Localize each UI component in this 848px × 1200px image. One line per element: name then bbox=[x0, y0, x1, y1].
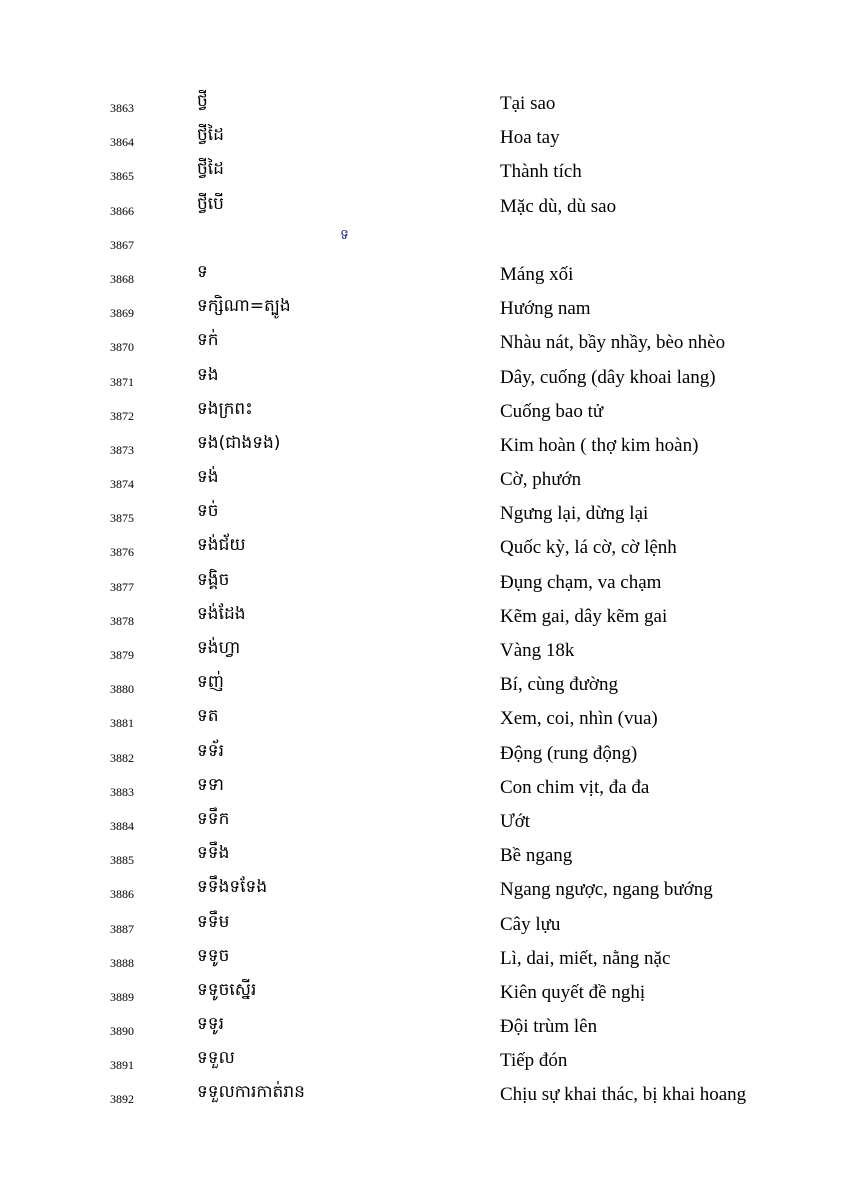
entry-number: 3873 bbox=[110, 442, 134, 457]
khmer-term: ទត bbox=[197, 706, 219, 727]
vietnamese-translation: Mặc dù, dù sao bbox=[500, 195, 617, 217]
entry-number: 3887 bbox=[110, 921, 134, 936]
entry-number: 3876 bbox=[110, 545, 134, 560]
dictionary-entry bbox=[0, 840, 848, 874]
entry-number: 3874 bbox=[110, 477, 134, 492]
dictionary-entry bbox=[0, 532, 848, 566]
khmer-term: ថ្វី bbox=[197, 91, 208, 111]
khmer-term: ទ bbox=[197, 261, 208, 282]
khmer-term: ទទួល bbox=[197, 1048, 235, 1069]
vietnamese-translation: Bề ngang bbox=[500, 845, 573, 867]
vietnamese-translation: Hướng nam bbox=[500, 298, 591, 320]
khmer-term: ទង់ដែង bbox=[197, 603, 246, 624]
khmer-term: ទទឹង bbox=[197, 843, 230, 864]
vietnamese-translation: Bí, cùng đường bbox=[500, 674, 618, 696]
entry-number: 3870 bbox=[110, 340, 134, 355]
khmer-term: ទង bbox=[197, 364, 219, 385]
dictionary-entry bbox=[0, 943, 848, 977]
dictionary-entry bbox=[0, 601, 848, 635]
entry-number: 3868 bbox=[110, 271, 134, 286]
vietnamese-translation: Đội trùm lên bbox=[500, 1016, 598, 1038]
entry-number: 3891 bbox=[110, 1058, 134, 1073]
dictionary-entry bbox=[0, 669, 848, 703]
section-header-row bbox=[0, 225, 848, 259]
vietnamese-translation: Con chim vịt, đa đa bbox=[500, 776, 650, 798]
dictionary-entry bbox=[0, 293, 848, 327]
vietnamese-translation: Xem, coi, nhìn (vua) bbox=[500, 708, 658, 730]
entry-number: 3888 bbox=[110, 955, 134, 970]
khmer-term: ថ្វីដៃ bbox=[197, 125, 224, 146]
dictionary-entry bbox=[0, 874, 848, 908]
dictionary-entry bbox=[0, 396, 848, 430]
vietnamese-translation: Lì, dai, miết, nằng nặc bbox=[500, 947, 671, 969]
vietnamese-translation: Vàng 18k bbox=[500, 640, 575, 661]
entry-number: 3864 bbox=[110, 135, 134, 150]
dictionary-entries bbox=[0, 88, 848, 1114]
vietnamese-translation: Kiên quyết đề nghị bbox=[500, 981, 646, 1003]
vietnamese-translation: Thành tích bbox=[500, 161, 582, 183]
khmer-term: ទក្សិណា=ត្បូង bbox=[197, 296, 291, 317]
entry-number: 3872 bbox=[110, 408, 134, 423]
dictionary-entry bbox=[0, 567, 848, 601]
khmer-term: ថ្វីដៃ bbox=[197, 159, 224, 180]
vietnamese-translation: Nhàu nát, bầy nhầy, bèo nhèo bbox=[500, 332, 726, 354]
section-letter: ទ bbox=[340, 226, 349, 243]
dictionary-entry bbox=[0, 430, 848, 464]
entry-number: 3866 bbox=[110, 203, 134, 218]
entry-number: 3865 bbox=[110, 169, 134, 184]
entry-number: 3885 bbox=[110, 853, 134, 868]
vietnamese-translation: Kẽm gai, dây kẽm gai bbox=[500, 605, 668, 627]
dictionary-entry bbox=[0, 498, 848, 532]
dictionary-entry bbox=[0, 635, 848, 669]
entry-number: 3875 bbox=[110, 511, 134, 526]
dictionary-entry bbox=[0, 703, 848, 737]
khmer-term: ទញ់ bbox=[197, 672, 224, 693]
vietnamese-translation: Tại sao bbox=[500, 93, 556, 114]
dictionary-entry bbox=[0, 88, 848, 122]
khmer-term: ទង់ bbox=[197, 467, 219, 488]
entry-number: 3881 bbox=[110, 716, 134, 731]
vietnamese-translation: Máng xối bbox=[500, 263, 574, 285]
entry-number: 3880 bbox=[110, 682, 134, 697]
entry-number: 3890 bbox=[110, 1024, 134, 1039]
dictionary-entry bbox=[0, 738, 848, 772]
dictionary-entry bbox=[0, 327, 848, 361]
entry-number: 3878 bbox=[110, 613, 134, 628]
vietnamese-translation: Kim hoàn ( thợ kim hoàn) bbox=[500, 434, 699, 456]
dictionary-entry bbox=[0, 122, 848, 156]
entry-number: 3879 bbox=[110, 648, 134, 662]
khmer-term: ទទា bbox=[197, 774, 224, 795]
entry-number: 3883 bbox=[110, 784, 134, 799]
vietnamese-translation: Chịu sự khai thác, bị khai hoang bbox=[500, 1084, 747, 1106]
dictionary-entry bbox=[0, 1045, 848, 1079]
vietnamese-translation: Cờ, phướn bbox=[500, 469, 582, 491]
khmer-term: ទក់ bbox=[197, 330, 219, 351]
khmer-term: ទទូរ bbox=[197, 1014, 224, 1035]
entry-number: 3892 bbox=[110, 1092, 134, 1107]
vietnamese-translation: Cuống bao tử bbox=[500, 400, 604, 422]
entry-number: 3884 bbox=[110, 818, 134, 833]
vietnamese-translation: Quốc kỳ, lá cờ, cờ lệnh bbox=[500, 537, 677, 559]
vietnamese-translation: Dây, cuống (dây khoai lang) bbox=[500, 366, 716, 388]
entry-number: 3871 bbox=[110, 374, 134, 389]
entry-number: 3869 bbox=[110, 306, 134, 321]
dictionary-entry bbox=[0, 1011, 848, 1045]
vietnamese-translation: Tiếp đón bbox=[500, 1050, 568, 1072]
vietnamese-translation: Cây lựu bbox=[500, 913, 561, 935]
vietnamese-translation: Động (rung động) bbox=[500, 742, 638, 764]
entry-number: 3882 bbox=[110, 750, 134, 765]
dictionary-entry bbox=[0, 1079, 848, 1113]
vietnamese-translation: Hoa tay bbox=[500, 127, 560, 149]
khmer-term: ទង់ហ្វា bbox=[197, 638, 241, 658]
entry-number: 3863 bbox=[110, 101, 134, 115]
khmer-term: ថ្វីបើ bbox=[197, 193, 224, 214]
khmer-term: ទង(ជាងទង) bbox=[197, 432, 281, 453]
khmer-term: ទទូច bbox=[197, 945, 230, 966]
dictionary-entry bbox=[0, 909, 848, 943]
khmer-term: ទទួលការកាត់រាន bbox=[197, 1082, 305, 1103]
dictionary-entry bbox=[0, 362, 848, 396]
vietnamese-translation: Ngang ngược, ngang bướng bbox=[500, 879, 713, 901]
khmer-term: ទង់ជ័យ bbox=[197, 535, 246, 556]
khmer-term: ទទឹម bbox=[197, 911, 230, 932]
khmer-term: ទទូចស្នើរ bbox=[197, 979, 257, 1000]
dictionary-entry bbox=[0, 191, 848, 225]
vietnamese-translation: Ngưng lại, dừng lại bbox=[500, 503, 649, 525]
entry-number: 3877 bbox=[110, 579, 134, 594]
dictionary-entry bbox=[0, 977, 848, 1011]
khmer-term: ទទឹក bbox=[197, 808, 230, 829]
dictionary-entry bbox=[0, 464, 848, 498]
vietnamese-translation: Ướt bbox=[500, 810, 531, 832]
dictionary-entry bbox=[0, 259, 848, 293]
khmer-term: ទច់ bbox=[197, 501, 219, 522]
khmer-term: ទទឹងទទែង bbox=[197, 877, 268, 898]
dictionary-entry bbox=[0, 806, 848, 840]
dictionary-entry bbox=[0, 772, 848, 806]
vietnamese-translation: Đụng chạm, va chạm bbox=[500, 571, 662, 593]
dictionary-entry bbox=[0, 156, 848, 190]
khmer-term: ទង្គិច bbox=[197, 569, 230, 590]
khmer-term: ទងក្រពះ bbox=[197, 398, 253, 419]
entry-number: 3886 bbox=[110, 887, 134, 902]
entry-number: 3889 bbox=[110, 989, 134, 1004]
khmer-term: ទទ័រ bbox=[197, 740, 224, 761]
entry-number: 3867 bbox=[110, 237, 134, 252]
